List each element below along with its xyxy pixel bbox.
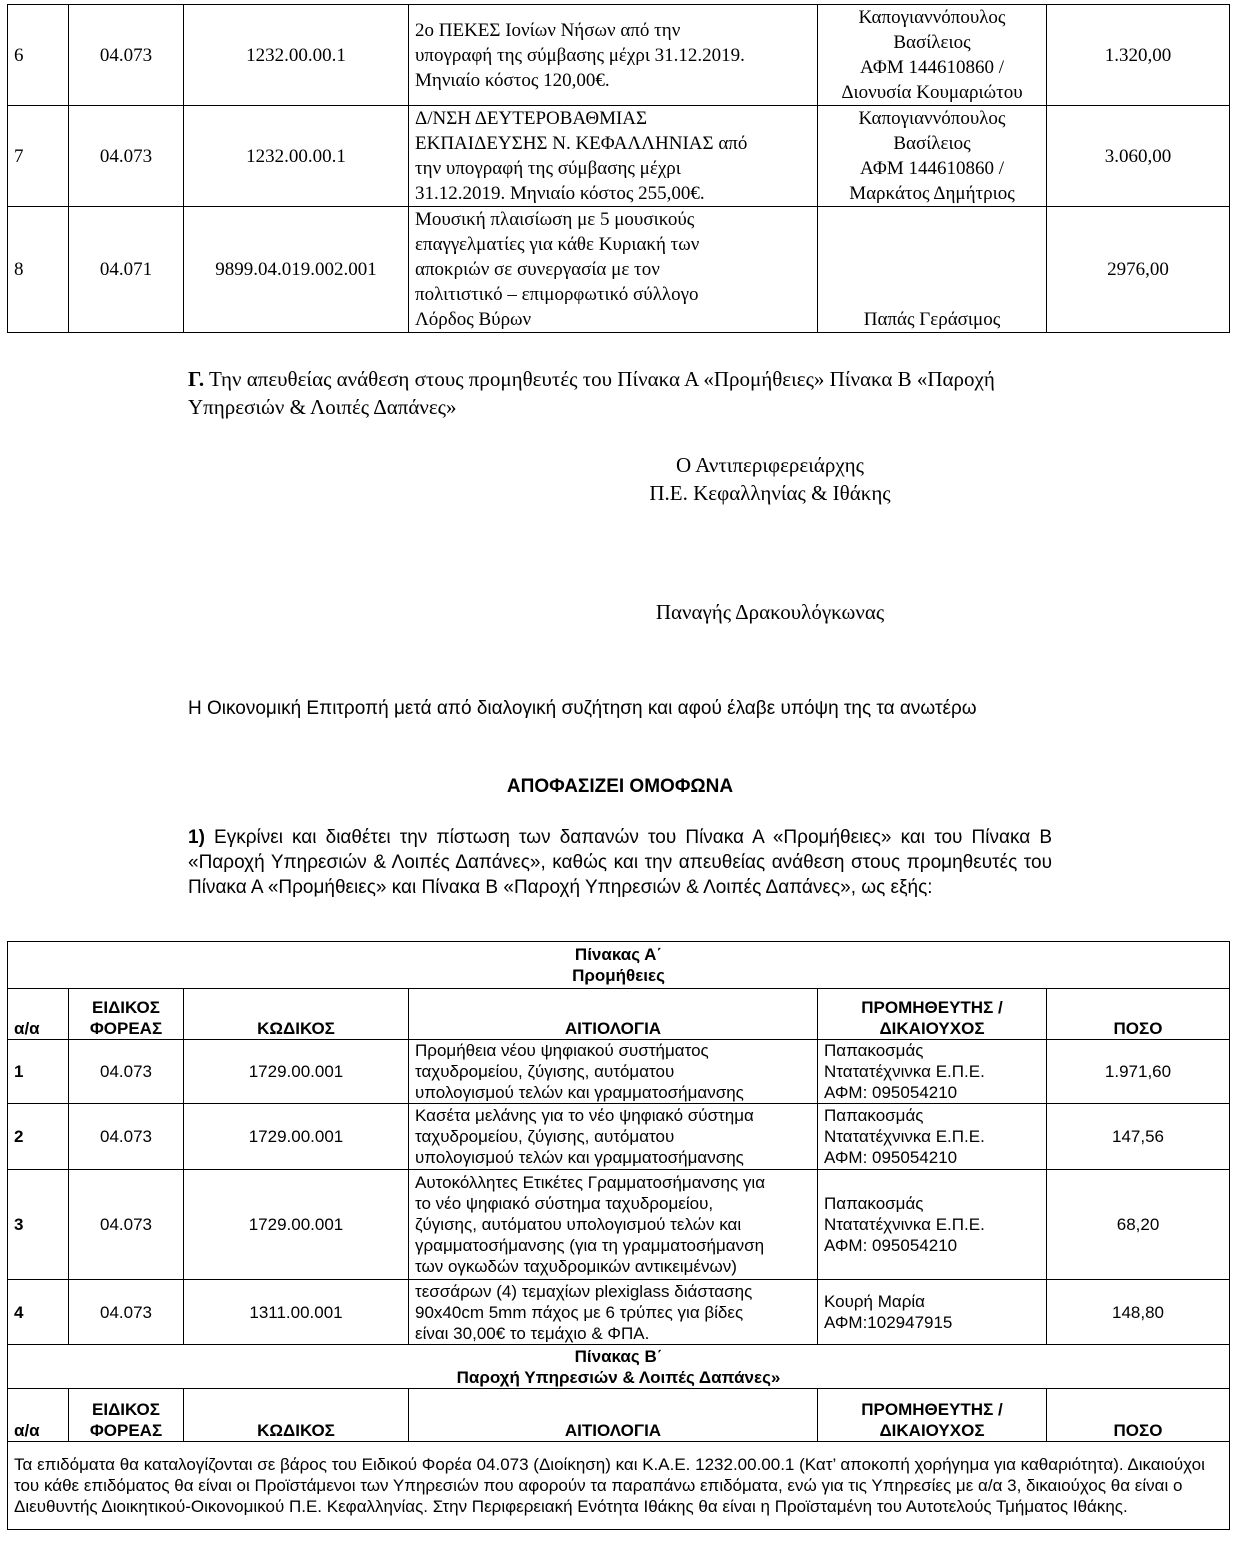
cell-foreas: 04.073 bbox=[69, 106, 184, 207]
paragraph-g-marker: Γ. bbox=[188, 367, 205, 391]
cell-kodikos: 1311.00.001 bbox=[184, 1280, 409, 1345]
cell-poso: 3.060,00 bbox=[1047, 106, 1230, 207]
header-foreas: ΕΙΔΙΚΟΣ ΦΟΡΕΑΣ bbox=[69, 1389, 184, 1442]
table-a-title-line1: Πίνακας Α΄ bbox=[574, 945, 663, 964]
header-dikaiouxos: ΠΡΟΜΗΘΕΥΤΗΣ / ΔΙΚΑΙΟΥΧΟΣ bbox=[818, 989, 1047, 1040]
cell-dikaiouxos: Παπακοσμάς Ντατατέχνινκα Ε.Π.Ε. ΑΦΜ: 095054210 bbox=[818, 1104, 1047, 1170]
cell-poso: 2976,00 bbox=[1047, 207, 1230, 333]
table-row bbox=[8, 1104, 1230, 1170]
cell-kodikos: 1232.00.00.1 bbox=[184, 5, 409, 106]
header-aitiologia: ΑΙΤΙΟΛΟΓΙΑ bbox=[409, 1389, 818, 1442]
cell-kodikos: 1232.00.00.1 bbox=[184, 106, 409, 207]
paragraph-1-text: Εγκρίνει και διαθέτει την πίστωση των δαπανών του Πίνακα Α «Προμήθειες» και του Πίνακα Β «Παροχή Υπηρεσιών & Λοιπές Δαπάνες», καθώς και την απευθείας ανάθεση στους προμηθευτές του Πίνακα Α «Προμήθειες» και Πίνακα Β «Παροχή Υπηρεσιών & Λοιπές Δαπάνες», ως εξής: bbox=[188, 827, 1052, 898]
cell-aa: 3 bbox=[8, 1170, 69, 1280]
table-row bbox=[8, 207, 1230, 333]
top-table bbox=[7, 4, 1230, 333]
bottom-table bbox=[7, 941, 1230, 1530]
cell-foreas: 04.073 bbox=[69, 1170, 184, 1280]
table-b-note: Τα επιδόματα θα καταλογίζονται σε βάρος του Ειδικού Φορέα 04.073 (Διοίκηση) και Κ.Α.Ε. 1232.00.00.1 (Κατ’ αποκοπή χορήγημα για καθαριότητα). Δικαιούχοι του κάθε επιδόματος θα είναι οι Προϊστάμενοι των Υπηρεσιών που αφορούν τα παραπάνω επιδόματα, ενώ για τις Υπηρεσίες με α/α 3, δικαιούχος θα είναι ο Διευθυντής Διοικητικού-Οικονομικού Π.Ε. Κεφαλληνίας. Στην Περιφερειακή Ενότητα Ιθάκης θα είναι η Προϊσταμένη του Αυτοτελούς Τμήματος Ιθάκης. bbox=[8, 1442, 1230, 1530]
header-aitiologia: ΑΙΤΙΟΛΟΓΙΑ bbox=[409, 989, 818, 1040]
cell-dikaiouxos: Παπακοσμάς Ντατατέχνινκα Ε.Π.Ε. ΑΦΜ: 095054210 bbox=[818, 1170, 1047, 1280]
header-foreas: ΕΙΔΙΚΟΣ ΦΟΡΕΑΣ bbox=[69, 989, 184, 1040]
cell-foreas: 04.071 bbox=[69, 207, 184, 333]
header-dikaiouxos: ΠΡΟΜΗΘΕΥΤΗΣ / ΔΙΚΑΙΟΥΧΟΣ bbox=[818, 1389, 1047, 1442]
table-row bbox=[8, 1280, 1230, 1345]
table-row bbox=[8, 1040, 1230, 1104]
signature-title bbox=[560, 451, 980, 507]
cell-kodikos: 9899.04.019.002.001 bbox=[184, 207, 409, 333]
header-poso: ΠΟΣΟ bbox=[1047, 1389, 1230, 1442]
table-row bbox=[8, 1170, 1230, 1280]
cell-poso: 68,20 bbox=[1047, 1170, 1230, 1280]
table-b-title-row bbox=[8, 1345, 1230, 1389]
decision-heading: ΑΠΟΦΑΣΙΖΕΙ ΟΜΟΦΩΝΑ bbox=[506, 776, 734, 797]
header-poso: ΠΟΣΟ bbox=[1047, 989, 1230, 1040]
cell-aitiologia: τεσσάρων (4) τεμαχίων plexiglass διάστασης 90x40cm 5mm πάχος με 6 τρύπες για βίδες είναι 30,00€ το τεμάχιο & ΦΠΑ. bbox=[409, 1280, 818, 1345]
paragraph-g-text: Την απευθείας ανάθεση στους προμηθευτές του Πίνακα Α «Προμήθειες» Πίνακα Β «Παροχή Υπηρεσιών & Λοιπές Δαπάνες» bbox=[188, 367, 995, 419]
signature-title-line2: Π.Ε. Κεφαλληνίας & Ιθάκης bbox=[649, 481, 891, 505]
cell-foreas: 04.073 bbox=[69, 1104, 184, 1170]
table-a-title bbox=[8, 942, 1230, 989]
cell-aitiologia: Αυτοκόλλητες Ετικέτες Γραμματοσήμανσης για το νέο ψηφιακό σύστημα ταχυδρομείου, ζύγισης, αυτόματου υπολογισμού τελών και γραμματοσήμανσης (για τη γραμματοσήμανση των ογκωδών ταχυδρομικών αντικειμένων) bbox=[409, 1170, 818, 1280]
table-a-title-line2: Προμήθειες bbox=[572, 966, 665, 985]
cell-foreas: 04.073 bbox=[69, 1280, 184, 1345]
signature-title-line1: Ο Αντιπεριφερειάρχης bbox=[676, 453, 864, 477]
header-aa: α/α bbox=[8, 1389, 69, 1442]
table-a-header-row bbox=[8, 989, 1230, 1040]
table-b-title-line1: Πίνακας Β΄ bbox=[574, 1346, 663, 1366]
cell-poso: 148,80 bbox=[1047, 1280, 1230, 1345]
paragraph-committee: Η Οικονομική Επιτροπή μετά από διαλογική συζήτηση και αφού έλαβε υπόψη της τα ανωτέρω bbox=[188, 698, 977, 719]
cell-kodikos: 1729.00.001 bbox=[184, 1170, 409, 1280]
cell-poso: 147,56 bbox=[1047, 1104, 1230, 1170]
cell-dikaiouxos: Καπογιαννόπουλος Βασίλειος ΑΦΜ 144610860 / Διονυσία Κουμαριώτου bbox=[818, 5, 1047, 106]
cell-dikaiouxos: Παπακοσμάς Ντατατέχνινκα Ε.Π.Ε. ΑΦΜ: 095054210 bbox=[818, 1040, 1047, 1104]
table-row bbox=[8, 5, 1230, 106]
cell-aa: 6 bbox=[8, 5, 69, 106]
cell-foreas: 04.073 bbox=[69, 1040, 184, 1104]
table-a-title-row bbox=[8, 942, 1230, 989]
cell-poso: 1.971,60 bbox=[1047, 1040, 1230, 1104]
cell-aitiologia: Δ/ΝΣΗ ΔΕΥΤΕΡΟΒΑΘΜΙΑΣ ΕΚΠΑΙΔΕΥΣΗΣ Ν. ΚΕΦΑΛΛΗΝΙΑΣ από την υπογραφή της σύμβασης μέχρι 31.12.2019. Μηνιαίο κόστος 255,00€. bbox=[409, 106, 818, 207]
table-b-note-row bbox=[8, 1442, 1230, 1530]
paragraph-1-marker: 1) bbox=[188, 827, 205, 848]
header-kodikos: ΚΩΔΙΚΟΣ bbox=[184, 989, 409, 1040]
signature-name: Παναγής Δρακουλόγκωνας bbox=[655, 600, 885, 624]
table-b-title bbox=[8, 1345, 1230, 1389]
cell-dikaiouxos: Παπάς Γεράσιμος bbox=[818, 207, 1047, 333]
header-aa: α/α bbox=[8, 989, 69, 1040]
cell-kodikos: 1729.00.001 bbox=[184, 1040, 409, 1104]
cell-aa: 1 bbox=[8, 1040, 69, 1104]
cell-foreas: 04.073 bbox=[69, 5, 184, 106]
cell-aitiologia: Κασέτα μελάνης για το νέο ψηφιακό σύστημα ταχυδρομείου, ζύγισης, αυτόματου υπολογισμού τελών και γραμματοσήμανσης bbox=[409, 1104, 818, 1170]
cell-dikaiouxos: Κουρή Μαρία ΑΦΜ:102947915 bbox=[818, 1280, 1047, 1345]
table-b-header-row bbox=[8, 1389, 1230, 1442]
cell-dikaiouxos: Καπογιαννόπουλος Βασίλειος ΑΦΜ 144610860 / Μαρκάτος Δημήτριος bbox=[818, 106, 1047, 207]
table-row bbox=[8, 106, 1230, 207]
paragraph-1 bbox=[188, 825, 1052, 900]
cell-aitiologia: Μουσική πλαισίωση με 5 μουσικούς επαγγελματίες για κάθε Κυριακή των αποκριών σε συνεργασία με τον πολιτιστικό – επιμορφωτικό σύλλογο Λόρδος Βύρων bbox=[409, 207, 818, 333]
cell-aa: 4 bbox=[8, 1280, 69, 1345]
header-kodikos: ΚΩΔΙΚΟΣ bbox=[184, 1389, 409, 1442]
cell-kodikos: 1729.00.001 bbox=[184, 1104, 409, 1170]
cell-aa: 7 bbox=[8, 106, 69, 207]
paragraph-g bbox=[188, 365, 1048, 421]
cell-poso: 1.320,00 bbox=[1047, 5, 1230, 106]
cell-aa: 2 bbox=[8, 1104, 69, 1170]
cell-aa: 8 bbox=[8, 207, 69, 333]
cell-aitiologia: 2ο ΠΕΚΕΣ Ιονίων Νήσων από την υπογραφή της σύμβασης μέχρι 31.12.2019. Μηνιαίο κόστος 120,00€. bbox=[409, 5, 818, 106]
table-b-title-line2: Παροχή Υπηρεσιών & Λοιπές Δαπάνες» bbox=[456, 1367, 781, 1387]
cell-aitiologia: Προμήθεια νέου ψηφιακού συστήματος ταχυδρομείου, ζύγισης, αυτόματου υπολογισμού τελών και γραμματοσήμανσης bbox=[409, 1040, 818, 1104]
